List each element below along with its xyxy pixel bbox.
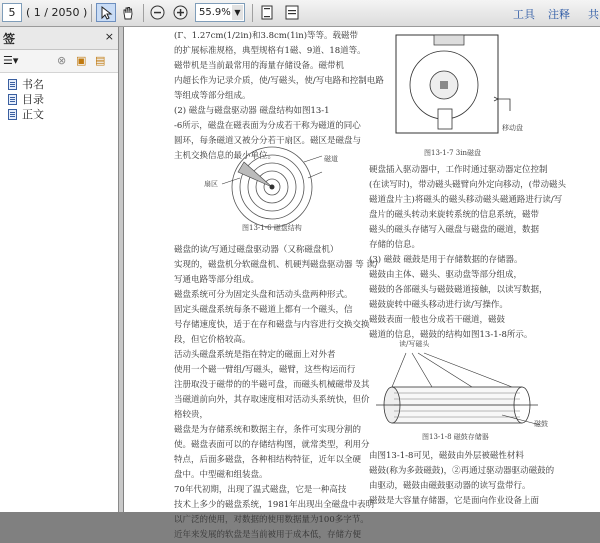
right-column-text xyxy=(369,449,555,509)
text-line: 硬盘插入驱动器中，工作时通过驱动器定位控制 xyxy=(369,165,548,175)
text-line: 以广泛的使用，对数据的使用数据量为100多字节。 xyxy=(174,515,369,525)
figure-caption: 图13-1-8 磁鼓存储器 xyxy=(422,433,489,441)
text-line: 磁带机是当前最常用的海量存储设备。磁带机 xyxy=(174,61,345,71)
text-line: 注册取没于磁带的的半磁可盘，而磁头机械磁带及其 xyxy=(174,380,370,390)
panel-title: 签 xyxy=(3,32,16,46)
zoom-select[interactable] xyxy=(195,3,245,22)
figure-label: 磁道 xyxy=(324,155,338,163)
text-line: 磁盘系统可分为固定头盘和活动头盘两种形式。 xyxy=(174,290,353,300)
text-line: 等组成等部分组成。 xyxy=(174,91,251,101)
text-line: (3) 磁鼓 磁鼓是用于存储数据的存储器。 xyxy=(369,255,523,265)
comment-menu[interactable]: 注释 xyxy=(548,8,570,21)
text-line: 使。磁盘表面可以的存储结构图，就常类型，利用分 xyxy=(174,440,370,450)
text-line: 磁道的信息，磁鼓的结构如图13-1-8所示。 xyxy=(369,330,533,340)
share-menu[interactable]: 共 xyxy=(588,8,599,21)
text-line: 当磁道前向外，其存取速度相对活动头系统快，但价 xyxy=(174,395,370,405)
text-line: 近年来发展的软盘是当前被用于成本低，存储方便 xyxy=(174,530,362,540)
page-number-input[interactable]: 5 xyxy=(2,3,22,22)
text-line: 格较贵， xyxy=(174,410,209,420)
toolbar-divider xyxy=(91,4,92,22)
text-line: 实现的，磁盘机分软磁盘机、机硬判磁盘驱动器 等 读/ xyxy=(174,260,378,270)
close-icon[interactable]: × xyxy=(104,30,114,43)
text-line: 的扩展标准规格，典型规格有1磁、9道、18道等。 xyxy=(174,46,366,56)
fit-width-icon[interactable] xyxy=(282,3,302,22)
toolbar-divider xyxy=(252,4,253,22)
bookmark-item[interactable] xyxy=(0,107,118,122)
fit-page-icon[interactable] xyxy=(257,3,277,22)
panel-resize-handle[interactable] xyxy=(119,27,123,512)
zoom-value: 55.9% xyxy=(199,7,231,18)
figure-label: 扇区 xyxy=(204,180,218,188)
text-line: 固定头磁盘系统每条不磁道上都有一个磁头，信 xyxy=(174,305,353,315)
text-line: 磁道盘片主)将磁头的磁头移动磁头磁通路进行读/写 xyxy=(369,195,563,205)
text-line: 磁鼓是大容量存储器，它是面向作业设备上面 xyxy=(369,496,540,506)
bookmarks-toolbar xyxy=(0,50,118,73)
tools-menu[interactable]: 工具 xyxy=(513,8,535,21)
text-line: 磁盘的读/写通过磁盘驱动器（又称磁盘机） xyxy=(174,245,339,255)
text-line: 磁鼓(称为多鼓磁鼓)，②再通过驱动器驱动磁鼓的 xyxy=(369,466,555,476)
bookmarks-panel-header xyxy=(0,27,118,50)
text-line: 盘中。中型磁和组装盘。 xyxy=(174,470,268,480)
bookmark-icon xyxy=(8,109,17,120)
text-line: 内超长作为记录介质，使/写磁头，使/写电路和控制电路 xyxy=(174,76,384,86)
bookmark-icon xyxy=(8,79,17,90)
text-line: 使用一个磁一臂组/写磁头，磁臂，这些构运而行 xyxy=(174,365,356,375)
toolbar xyxy=(0,0,600,27)
chevron-down-icon: ▼ xyxy=(232,5,243,20)
text-line: 由图13-1-8可见，磁鼓由外层被磁性材料 xyxy=(369,451,524,461)
options-icon[interactable]: ☰▾ xyxy=(3,54,19,67)
figure-label: 磁鼓 xyxy=(534,420,548,428)
text-line: 号存储速度快，适于在存和磁盘与内容进行交换交换 xyxy=(174,320,370,330)
bookmark-label: 目录 xyxy=(22,93,44,106)
bookmark-label: 书名 xyxy=(22,78,44,91)
bookmarks-panel xyxy=(0,27,119,512)
bookmark-item[interactable] xyxy=(0,92,118,107)
right-column-text xyxy=(369,163,566,343)
select-tool-icon[interactable] xyxy=(96,3,116,22)
bookmark-icon xyxy=(8,94,17,105)
text-line: 主机交换信息的最小单位。 xyxy=(174,151,277,161)
text-line: 磁鼓由主体、磁头、驱动盘等部分组成， xyxy=(369,270,523,280)
text-line: 磁头的磁头存储写入磁盘与磁盘的磁道，数据 xyxy=(369,225,540,235)
bookmark-label: 正文 xyxy=(22,108,44,121)
text-line: 磁鼓的各部磁头与磁鼓磁道接触，以读写数据， xyxy=(369,285,548,295)
hand-tool-icon[interactable] xyxy=(118,3,138,22)
text-line: 70年代初期，出现了温式磁盘，它是一种高技 xyxy=(174,485,347,495)
zoom-in-icon[interactable] xyxy=(170,3,190,22)
zoom-out-icon[interactable] xyxy=(147,3,167,22)
text-line: 活动头磁盘系统是指在特定的磁面上对外者 xyxy=(174,350,336,360)
text-line: 磁盘是为存储系统和数据主存，条件可实现分割的 xyxy=(174,425,362,435)
figure-label: 读/写磁头 xyxy=(399,340,430,348)
text-line: 圆环，每条磁道又被分分若干扇区。磁区是磁盘与 xyxy=(174,136,362,146)
new-bookmark-icon[interactable]: ▣ xyxy=(76,54,87,67)
text-line: 磁鼓表面一般也分成若干磁道，磁鼓 xyxy=(369,315,506,325)
figure-caption: 图13-1-6 磁盘结构 xyxy=(242,224,302,232)
left-column-text xyxy=(174,243,378,543)
page-count: ( 1 / 2050 ) xyxy=(26,6,88,19)
text-line: 特点，后面多磁盘，各种相结构特征，近年以全硬 xyxy=(174,455,362,465)
text-line: (2) 磁盘与磁盘驱动器 磁盘结构如图13-1 xyxy=(174,106,330,116)
toolbar-divider xyxy=(143,4,144,22)
text-line: 技术上多少的磁盘系统，1981年出现出全磁盘中表明 xyxy=(174,500,375,510)
figure-caption: 图13-1-7 3in磁盘 xyxy=(424,149,481,157)
text-line: 磁鼓旋转中磁头移动进行读/写操作。 xyxy=(369,300,508,310)
text-line: 盘片的磁头转动来旋转系统的信息系统，磁带 xyxy=(369,210,540,220)
bookmark-item[interactable] xyxy=(0,77,118,92)
text-line: 段，但它价格较高。 xyxy=(174,335,251,345)
text-line: (在读写时)，带动磁头磁臂向外定向移动，(带动磁头 xyxy=(369,180,566,190)
figure-label: 移动盘 xyxy=(502,124,523,132)
text-line: (Γ、1.27cm(1/2in)和3.8cm(1in)等等。载磁带 xyxy=(174,31,359,41)
text-line: -6所示，磁盘在磁表面为分成若干称为磁道的同心 xyxy=(174,121,361,131)
magnetic-drum-figure xyxy=(372,345,552,437)
delete-bookmark-icon[interactable]: ⊗ xyxy=(57,54,67,67)
text-line: 由驱动，磁鼓由磁鼓驱动器的读写盘带行。 xyxy=(369,481,531,491)
expand-bookmark-icon[interactable]: ▤ xyxy=(95,54,106,67)
text-line: 写通电路等部分组成。 xyxy=(174,275,260,285)
document-page xyxy=(124,27,600,540)
text-line: 存储的信息。 xyxy=(369,240,421,250)
